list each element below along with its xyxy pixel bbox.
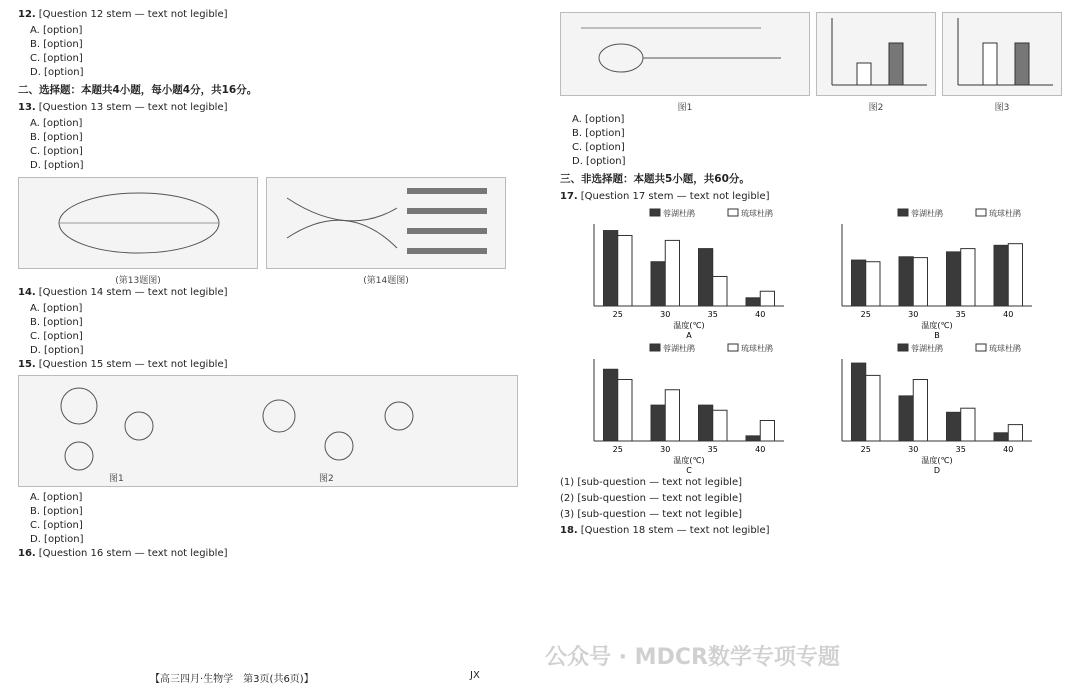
watermark: 公众号 · MDCR数学专项专题: [545, 645, 840, 670]
section-2-heading: 二、选择题：本题共4小题，每小题4分，共16分。: [18, 84, 258, 96]
q13-option-a: A. [option]: [30, 118, 83, 129]
figure-16-3-chart: [943, 13, 1061, 93]
q17-charts: [560, 206, 1065, 476]
q17-sub-1: (1) [sub-question — text not legible]: [560, 477, 743, 488]
figure-16-3-caption: 图3: [994, 103, 1010, 113]
legend-label: 琉球杜鹃: [741, 209, 773, 218]
bar: [604, 369, 618, 441]
chart-b: [808, 206, 1056, 341]
chart-a: [560, 206, 808, 341]
chart-letter: A: [686, 331, 692, 340]
bar: [604, 231, 618, 306]
bar: [746, 298, 760, 306]
q14-option-a: A. [option]: [30, 303, 83, 314]
question-12: 12. [Question 12 stem — text not legible]: [18, 9, 228, 20]
figure-15: [18, 375, 518, 487]
q16-option-c: C. [option]: [572, 142, 625, 153]
q13-option-c: C. [option]: [30, 146, 83, 157]
bar: [699, 405, 713, 441]
x-tick-label: 35: [707, 310, 718, 319]
legend-label: 琉球杜鹃: [741, 344, 773, 353]
right-column: [560, 8, 1065, 668]
bar: [913, 380, 927, 442]
figure-16-1-caption: 图1: [677, 103, 693, 113]
q13-option-b: B. [option]: [30, 132, 83, 143]
q15-option-b: B. [option]: [30, 506, 83, 517]
legend-swatch: [650, 209, 660, 216]
figure-16-2: [816, 12, 936, 96]
x-tick-label: 40: [1003, 445, 1014, 454]
figure-15-diagram: [19, 376, 517, 484]
legend-swatch: [898, 344, 908, 351]
q17-sub-2: (2) [sub-question — text not legible]: [560, 493, 743, 504]
figure-16-1: [560, 12, 810, 96]
bar: [760, 421, 774, 442]
q12-option-d: D. [option]: [30, 67, 84, 78]
x-axis-label: 温度(℃): [673, 456, 705, 465]
x-tick-label: 40: [755, 445, 766, 454]
legend-label: 蓉湖杜鹃: [911, 209, 943, 218]
legend-swatch: [976, 209, 986, 216]
figure-16-2-caption: 图2: [868, 103, 884, 113]
x-tick-label: 35: [955, 445, 966, 454]
bar: [760, 291, 774, 306]
q15-option-a: A. [option]: [30, 492, 83, 503]
bar: [899, 396, 913, 441]
q14-option-b: B. [option]: [30, 317, 83, 328]
figure-14-diagram: [267, 178, 505, 266]
bar: [618, 380, 632, 442]
question-13: 13. [Question 13 stem — text not legible]: [18, 102, 228, 113]
legend-label: 琉球杜鹃: [989, 344, 1021, 353]
figure-15-caption-1: 图1: [109, 474, 124, 484]
bar: [899, 257, 913, 306]
legend-label: 蓉湖杜鹃: [663, 209, 695, 218]
x-axis-label: 温度(℃): [673, 321, 705, 330]
x-axis-label: 温度(℃): [921, 321, 953, 330]
q12-option-b: B. [option]: [30, 39, 83, 50]
bar: [913, 258, 927, 306]
chart-d: [808, 341, 1056, 476]
x-tick-label: 30: [908, 445, 919, 454]
x-tick-label: 30: [660, 445, 671, 454]
figure-13-diagram: [19, 178, 257, 266]
x-tick-label: 35: [707, 445, 718, 454]
x-tick-label: 25: [860, 445, 871, 454]
legend-swatch: [728, 344, 738, 351]
question-16: 16. [Question 16 stem — text not legible]: [18, 548, 228, 559]
figure-14-caption: (第14题图): [363, 276, 409, 286]
q17-sub-3: (3) [sub-question — text not legible]: [560, 509, 743, 520]
legend-swatch: [976, 344, 986, 351]
bar: [699, 249, 713, 306]
question-18: 18. [Question 18 stem — text not legible]: [560, 525, 770, 536]
bar: [746, 436, 760, 441]
bar: [852, 363, 866, 441]
x-tick-label: 35: [955, 310, 966, 319]
bar: [618, 235, 632, 306]
bar: [713, 410, 727, 441]
chart-letter: C: [686, 466, 692, 475]
bar: [665, 390, 679, 441]
x-tick-label: 25: [612, 445, 623, 454]
q15-option-c: C. [option]: [30, 520, 83, 531]
x-tick-label: 30: [908, 310, 919, 319]
figure-16-1-diagram: [561, 13, 809, 93]
bar: [866, 375, 880, 441]
section-3-heading: 三、非选择题：本题共5小题，共60分。: [560, 173, 750, 185]
figure-15-caption-2: 图2: [319, 474, 334, 484]
page-footer-code: JX: [470, 670, 480, 681]
chart-letter: D: [933, 466, 941, 475]
bar: [866, 262, 880, 306]
x-tick-label: 25: [612, 310, 623, 319]
page-footer: 【高三四月·生物学 第3页(共6页)】: [150, 674, 314, 685]
bar: [651, 262, 665, 306]
question-14: 14. [Question 14 stem — text not legible]: [18, 287, 228, 298]
left-column: [18, 8, 518, 668]
x-tick-label: 40: [1003, 310, 1014, 319]
figure-13-caption: (第13题图): [115, 276, 161, 286]
bar: [852, 260, 866, 306]
figure-16-2-chart: [817, 13, 935, 93]
q12-option-a: A. [option]: [30, 25, 83, 36]
q12-option-c: C. [option]: [30, 53, 83, 64]
q14-option-d: D. [option]: [30, 345, 84, 356]
bar: [947, 252, 961, 306]
q16-option-a: A. [option]: [572, 114, 625, 125]
legend-label: 琉球杜鹃: [989, 209, 1021, 218]
legend-label: 蓉湖杜鹃: [911, 344, 943, 353]
figure-13: [18, 177, 258, 269]
x-tick-label: 25: [860, 310, 871, 319]
bar: [1008, 425, 1022, 441]
x-tick-label: 40: [755, 310, 766, 319]
q13-option-d: D. [option]: [30, 160, 84, 171]
bar: [961, 408, 975, 441]
question-15: 15. [Question 15 stem — text not legible]: [18, 359, 228, 370]
bar: [651, 405, 665, 441]
legend-swatch: [898, 209, 908, 216]
chart-letter: B: [934, 331, 940, 340]
bar: [947, 412, 961, 441]
q14-option-c: C. [option]: [30, 331, 83, 342]
bar: [994, 433, 1008, 441]
x-tick-label: 30: [660, 310, 671, 319]
legend-swatch: [650, 344, 660, 351]
bar: [961, 249, 975, 306]
bar: [1008, 244, 1022, 306]
bar: [713, 276, 727, 306]
figure-14: [266, 177, 506, 269]
bar: [994, 245, 1008, 306]
figure-16-3: [942, 12, 1062, 96]
bar: [665, 240, 679, 306]
legend-label: 蓉湖杜鹃: [663, 344, 695, 353]
q16-option-d: D. [option]: [572, 156, 626, 167]
q16-option-b: B. [option]: [572, 128, 625, 139]
chart-c: [560, 341, 808, 476]
x-axis-label: 温度(℃): [921, 456, 953, 465]
q15-option-d: D. [option]: [30, 534, 84, 545]
question-17: 17. [Question 17 stem — text not legible]: [560, 191, 770, 202]
legend-swatch: [728, 209, 738, 216]
